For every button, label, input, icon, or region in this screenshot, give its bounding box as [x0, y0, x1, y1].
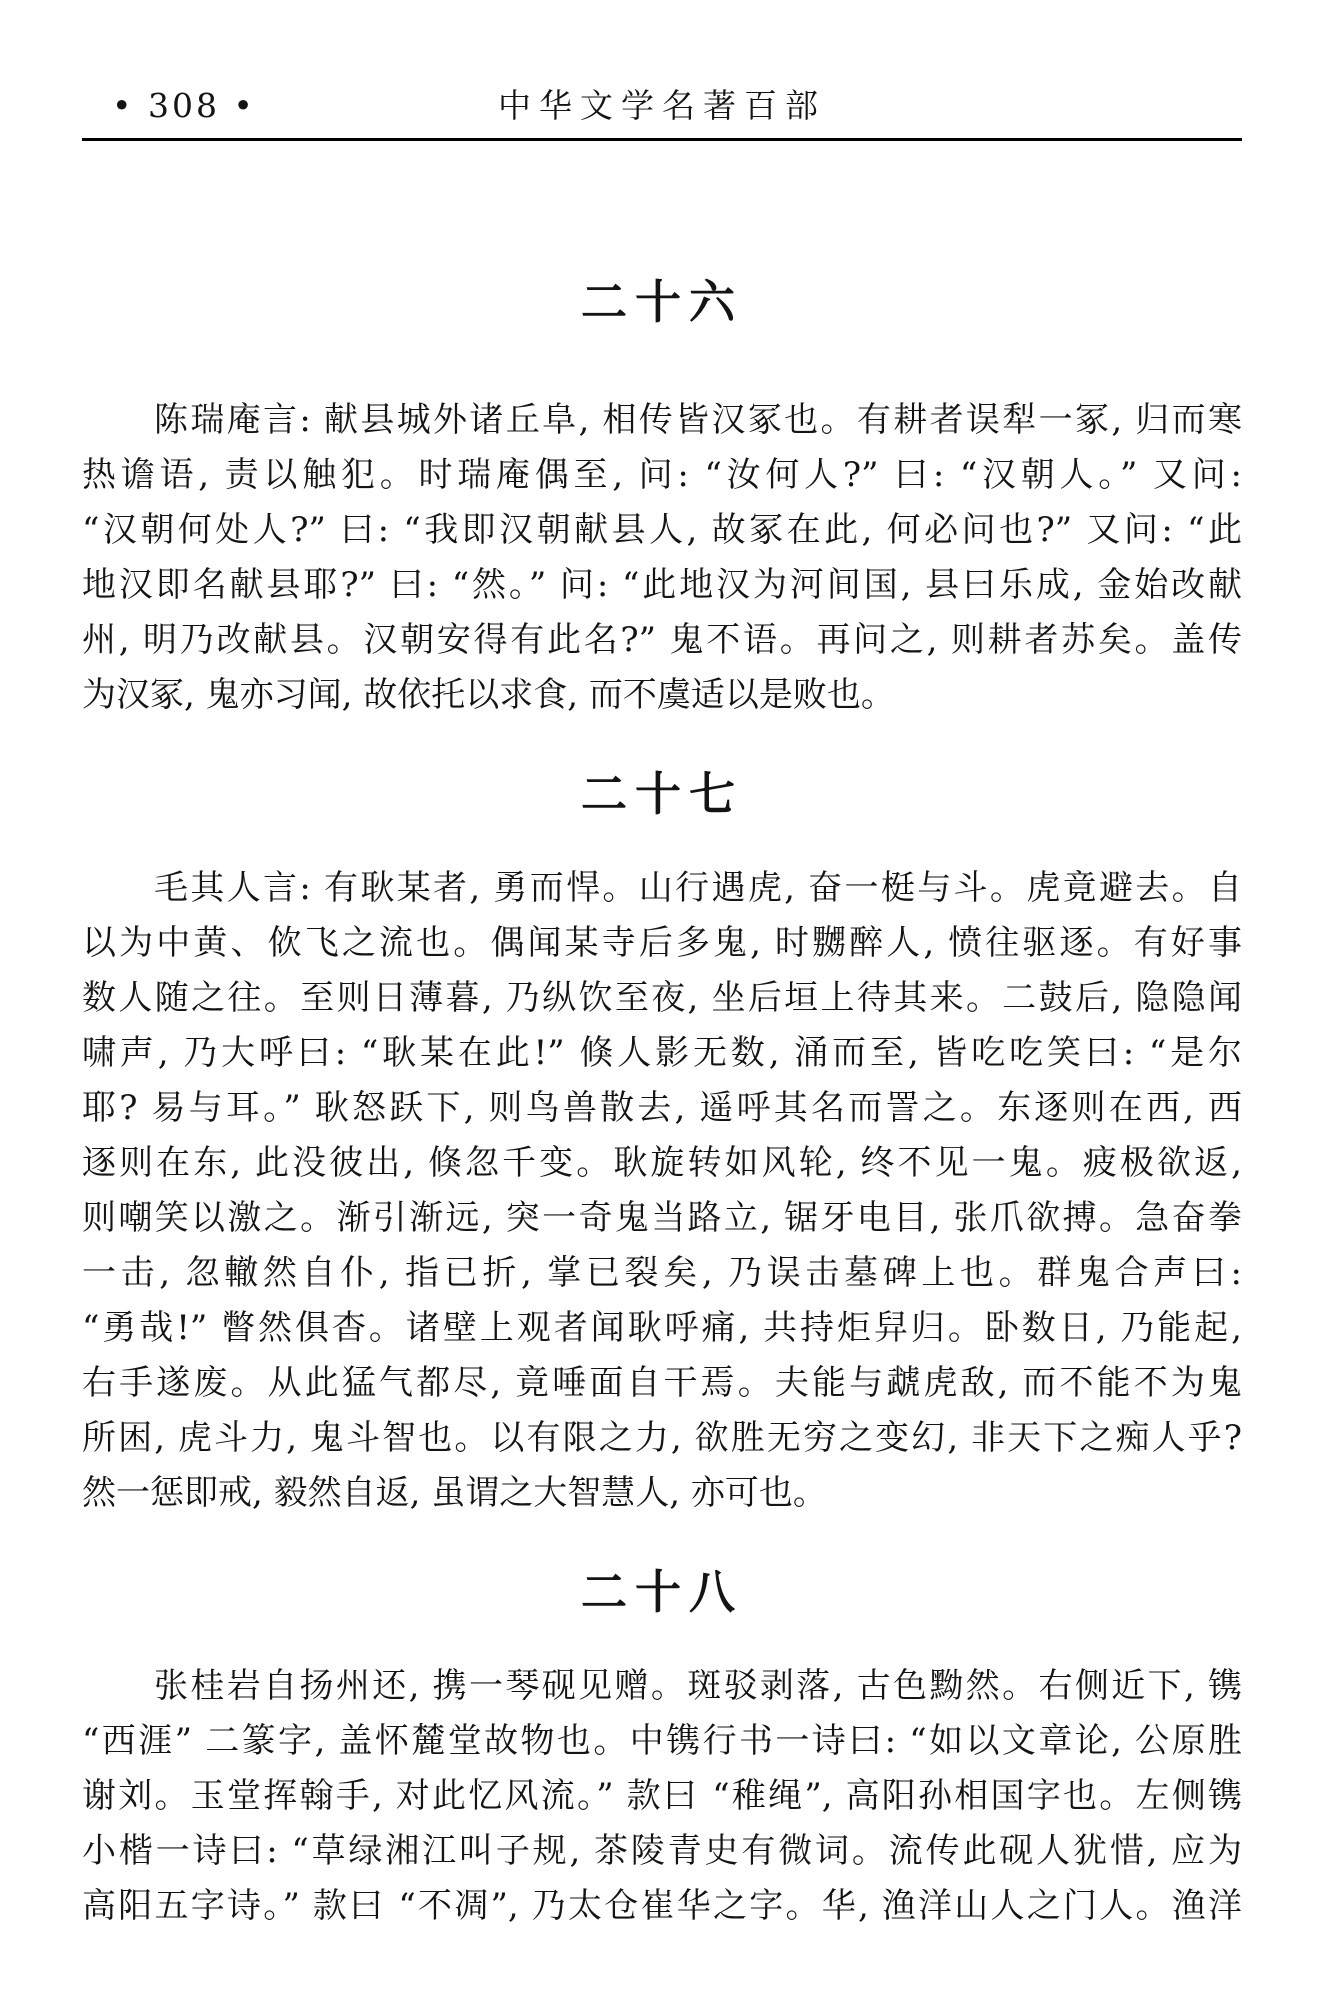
chapter-title: 二十八 [581, 1565, 743, 1619]
chapter-title: 二十七 [581, 767, 743, 821]
chapter [82, 275, 1242, 723]
page-body [82, 275, 1242, 1934]
chapter [82, 767, 1242, 1521]
text-line: 谢刘。玉堂挥翰手, 对此忆风流。” 款曰 “稚绳”, 高阳孙相国字也。左侧镌 [82, 1776, 1242, 1816]
text-line: “勇哉!” 瞥然俱杳。诸壁上观者闻耿呼痛, 共持炬舁归。卧数日, 乃能起, [82, 1308, 1242, 1348]
chapter-title: 二十六 [581, 275, 743, 329]
page-header [82, 84, 1242, 128]
chapter [82, 1565, 1242, 1934]
header-rule [82, 138, 1242, 141]
text-line: 地汉即名献县耶?” 曰: “然。” 问: “此地汉为河间国, 县曰乐成, 金始改献 [82, 565, 1242, 605]
text-line: “西涯” 二篆字, 盖怀麓堂故物也。中镌行书一诗曰: “如以文章论, 公原胜 [82, 1721, 1242, 1761]
text-line: 以为中黄、佽飞之流也。偶闻某寺后多鬼, 时嬲醉人, 愤往驱逐。有好事 [82, 923, 1242, 963]
chapter-body [82, 393, 1242, 723]
text-line: 右手遂废。从此猛气都尽, 竟唾面自干焉。夫能与虣虎敌, 而不能不为鬼 [82, 1363, 1242, 1403]
text-line: 张桂岩自扬州还, 携一琴砚见赠。斑驳剥落, 古色黝然。右侧近下, 镌 [154, 1666, 1242, 1706]
text-line: “汉朝何处人?” 曰: “我即汉朝献县人, 故冢在此, 何必问也?” 又问: “此 [82, 510, 1242, 550]
chapter-body [82, 1659, 1242, 1934]
text-line: 州, 明乃改献县。汉朝安得有此名?” 鬼不语。再问之, 则耕者苏矣。盖传 [82, 620, 1242, 660]
text-line: 逐则在东, 此没彼出, 倏忽千变。耿旋转如风轮, 终不见一鬼。疲极欲返, [82, 1143, 1242, 1183]
text-line: 然一惩即戒, 毅然自返, 虽谓之大智慧人, 亦可也。 [82, 1473, 827, 1513]
book-title: 中华文学名著百部 [498, 86, 826, 125]
text-line: 所困, 虎斗力, 鬼斗智也。以有限之力, 欲胜无穷之变幻, 非天下之痴人乎? [82, 1418, 1242, 1458]
text-line: 热谵语, 责以触犯。时瑞庵偶至, 问: “汝何人?” 曰: “汉朝人。” 又问: [82, 455, 1242, 495]
text-line: 小楷一诗曰: “草绿湘江叫子规, 茶陵青史有微词。流传此砚人犹惜, 应为 [82, 1831, 1242, 1871]
text-line: 为汉冢, 鬼亦习闻, 故依托以求食, 而不虞适以是败也。 [82, 675, 895, 715]
text-line: 数人随之往。至则日薄暮, 乃纵饮至夜, 坐后垣上待其来。二鼓后, 隐隐闻 [82, 978, 1242, 1018]
text-line: 啸声, 乃大呼曰: “耿某在此!” 倏人影无数, 涌而至, 皆吃吃笑曰: “是尔 [82, 1033, 1242, 1073]
chapter-body [82, 861, 1242, 1521]
text-line: 一击, 忽轍然自仆, 指已折, 掌已裂矣, 乃误击墓碑上也。群鬼合声曰: [82, 1253, 1242, 1293]
text-line: 则嘲笑以激之。渐引渐远, 突一奇鬼当路立, 锯牙电目, 张爪欲搏。急奋拳 [82, 1198, 1242, 1238]
text-line: 陈瑞庵言: 献县城外诸丘阜, 相传皆汉冢也。有耕者误犁一冢, 归而寒 [154, 400, 1242, 440]
text-line: 毛其人言: 有耿某者, 勇而悍。山行遇虎, 奋一梃与斗。虎竟避去。自 [154, 868, 1242, 908]
page-number: • 308 • [112, 86, 256, 125]
text-line: 高阳五字诗。” 款曰 “不凋”, 乃太仓崔华之字。华, 渔洋山人之门人。渔洋 [82, 1886, 1242, 1926]
text-line: 耶? 易与耳。” 耿怒跃下, 则鸟兽散去, 遥呼其名而詈之。东逐则在西, 西 [82, 1088, 1242, 1128]
